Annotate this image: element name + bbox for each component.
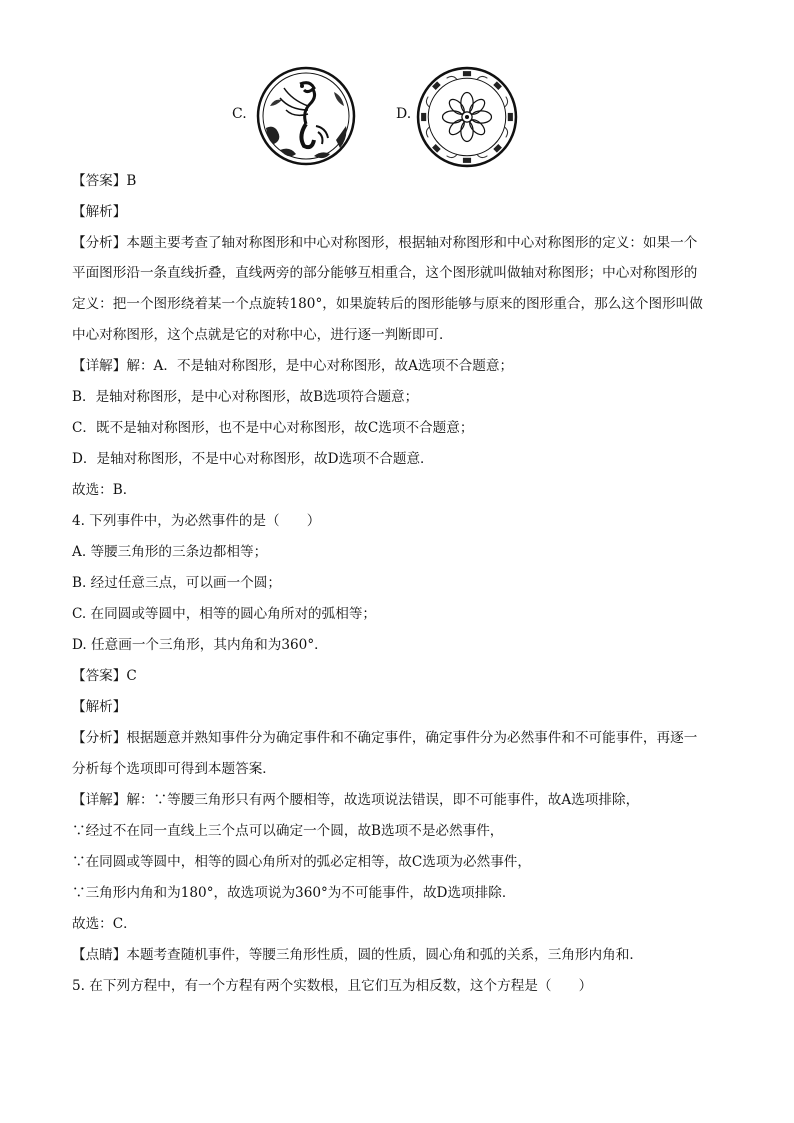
detail-text-line: D．是轴对称图形，不是中心对称图形，故D选项不合题意． [72, 451, 434, 467]
analysis-text-line: 分析每个选项即可得到本题答案． [72, 761, 276, 777]
analysis-text-line: 【分析】本题主要考查了轴对称图形和中心对称图形，根据轴对称图形和中心对称图形的定义：如果一个 [72, 235, 698, 251]
explanation-header-q3: 【解析】 [72, 204, 127, 220]
detail-text-line: ∵经过不在同一直线上三个点可以确定一个圆，故B选项不是必然事件， [72, 823, 504, 839]
detail-text-line: C．既不是轴对称图形，也不是中心对称图形，故C选项不合题意； [72, 420, 474, 436]
comment-text-line: 【点睛】本题考查随机事件，等腰三角形性质，圆的性质，圆心角和弧的关系，三角形内角和． [72, 947, 643, 963]
detail-text-line: ∵三角形内角和为180°，故选项说为360°为不可能事件，故D选项排除． [72, 885, 516, 901]
question-4-stem: 4. 下列事件中，为必然事件的是（ ） [72, 513, 321, 529]
question-5-stem: 5. 在下列方程中，有一个方程有两个实数根，且它们互为相反数，这个方程是（ ） [72, 978, 593, 994]
question-4-option-d: D. 任意画一个三角形，其内角和为360°． [72, 637, 328, 653]
analysis-text-line: 定义：把一个图形绕着某一个点旋转180°，如果旋转后的图形能够与原来的图形重合，那么这个图形叫做 [72, 296, 703, 312]
detail-text-line: ∵在同圆或等圆中，相等的圆心角所对的弧必定相等，故C选项为必然事件， [72, 854, 531, 870]
answer-label-q4: 【答案】C [72, 668, 137, 684]
question-4-option-a: A. 等腰三角形的三条边都相等； [72, 544, 268, 560]
lotus-medallion-icon [416, 66, 518, 168]
question-4-option-b: B. 经过任意三点，可以画一个圆； [72, 575, 281, 591]
question-4-option-c: C. 在同圆或等圆中，相等的圆心角所对的弧相等； [72, 606, 377, 622]
detail-text-line: B．是轴对称图形，是中心对称图形，故B选项符合题意； [72, 389, 419, 405]
figure-c-label: C. [232, 106, 247, 122]
choice-result-q4: 故选：C． [72, 916, 137, 932]
detail-text-line: 【详解】解：∵等腰三角形只有两个腰相等，故选项说法错误，即不可能事件，故A选项排除， [72, 792, 640, 808]
phoenix-medallion-icon [256, 66, 356, 166]
explanation-header-q4: 【解析】 [72, 699, 127, 715]
figure-d-label: D. [396, 106, 412, 122]
analysis-text-line: 平面图形沿一条直线折叠，直线两旁的部分能够互相重合，这个图形就叫做轴对称图形；中心对称图形的 [72, 265, 698, 281]
option-figures [0, 62, 794, 172]
choice-result-q3: 故选：B． [72, 482, 137, 498]
analysis-text-line: 【分析】根据题意并熟知事件分为确定事件和不确定事件，确定事件分为必然事件和不可能事件，再逐一 [72, 730, 698, 746]
answer-label-q3: 【答案】B [72, 173, 137, 189]
analysis-text-line: 中心对称图形，这个点就是它的对称中心，进行逐一判断即可． [72, 327, 453, 343]
detail-text-line: 【详解】解：A．不是轴对称图形，是中心对称图形，故A选项不合题意； [72, 358, 514, 374]
